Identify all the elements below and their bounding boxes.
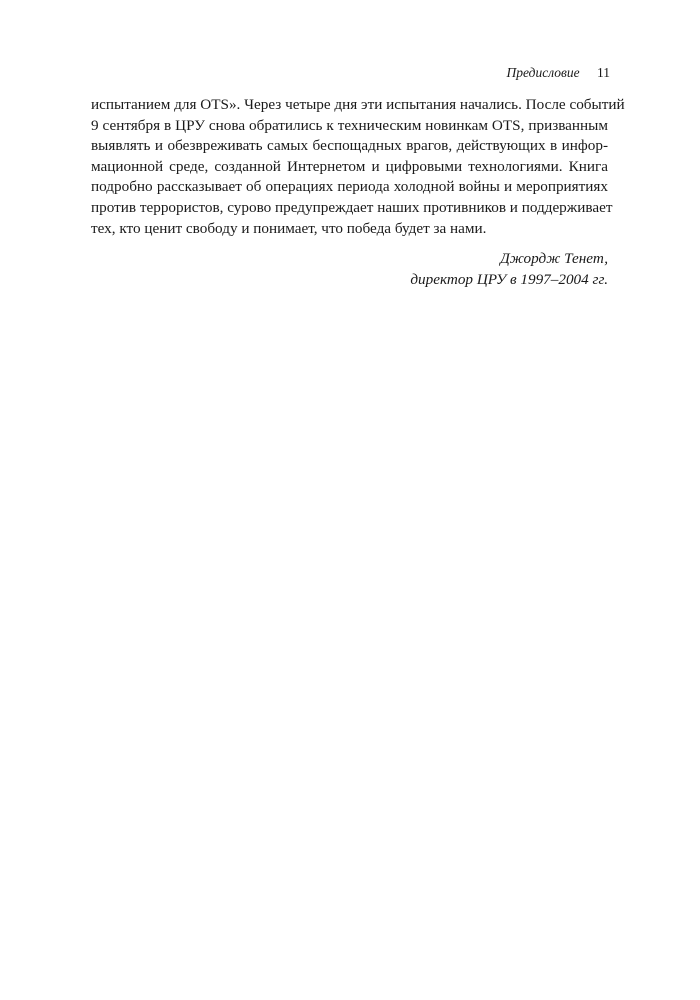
page-number: 11 <box>597 65 610 80</box>
text-line: против террористов, сурово предупреждает наших противников и поддерживает <box>91 198 613 216</box>
running-header <box>506 64 610 82</box>
text-line: испытанием для OTS». Через четыре дня эти испытания начались. После событий <box>91 96 625 113</box>
text-line: подробно рассказывает об операциях периода холодной войны и мероприятиях <box>91 178 608 196</box>
author-name: Джордж Тенет, <box>500 250 608 267</box>
section-title: Предисловие <box>506 65 580 80</box>
text-line: 9 сентября в ЦРУ снова обратились к техническим новинкам OTS, призванным <box>91 116 608 134</box>
signature-block <box>410 249 608 290</box>
text-line: выявлять и обезвреживать самых беспощадных врагов, действующих в инфор- <box>91 137 608 155</box>
text-line: тех, кто ценит свободу и понимает, что победа будет за нами. <box>91 219 487 237</box>
author-position: директор ЦРУ в 1997–2004 гг. <box>410 270 608 288</box>
body-paragraph <box>91 95 625 239</box>
text-line: мационной среде, созданной Интернетом и цифровыми технологиями. Книга <box>91 157 608 175</box>
